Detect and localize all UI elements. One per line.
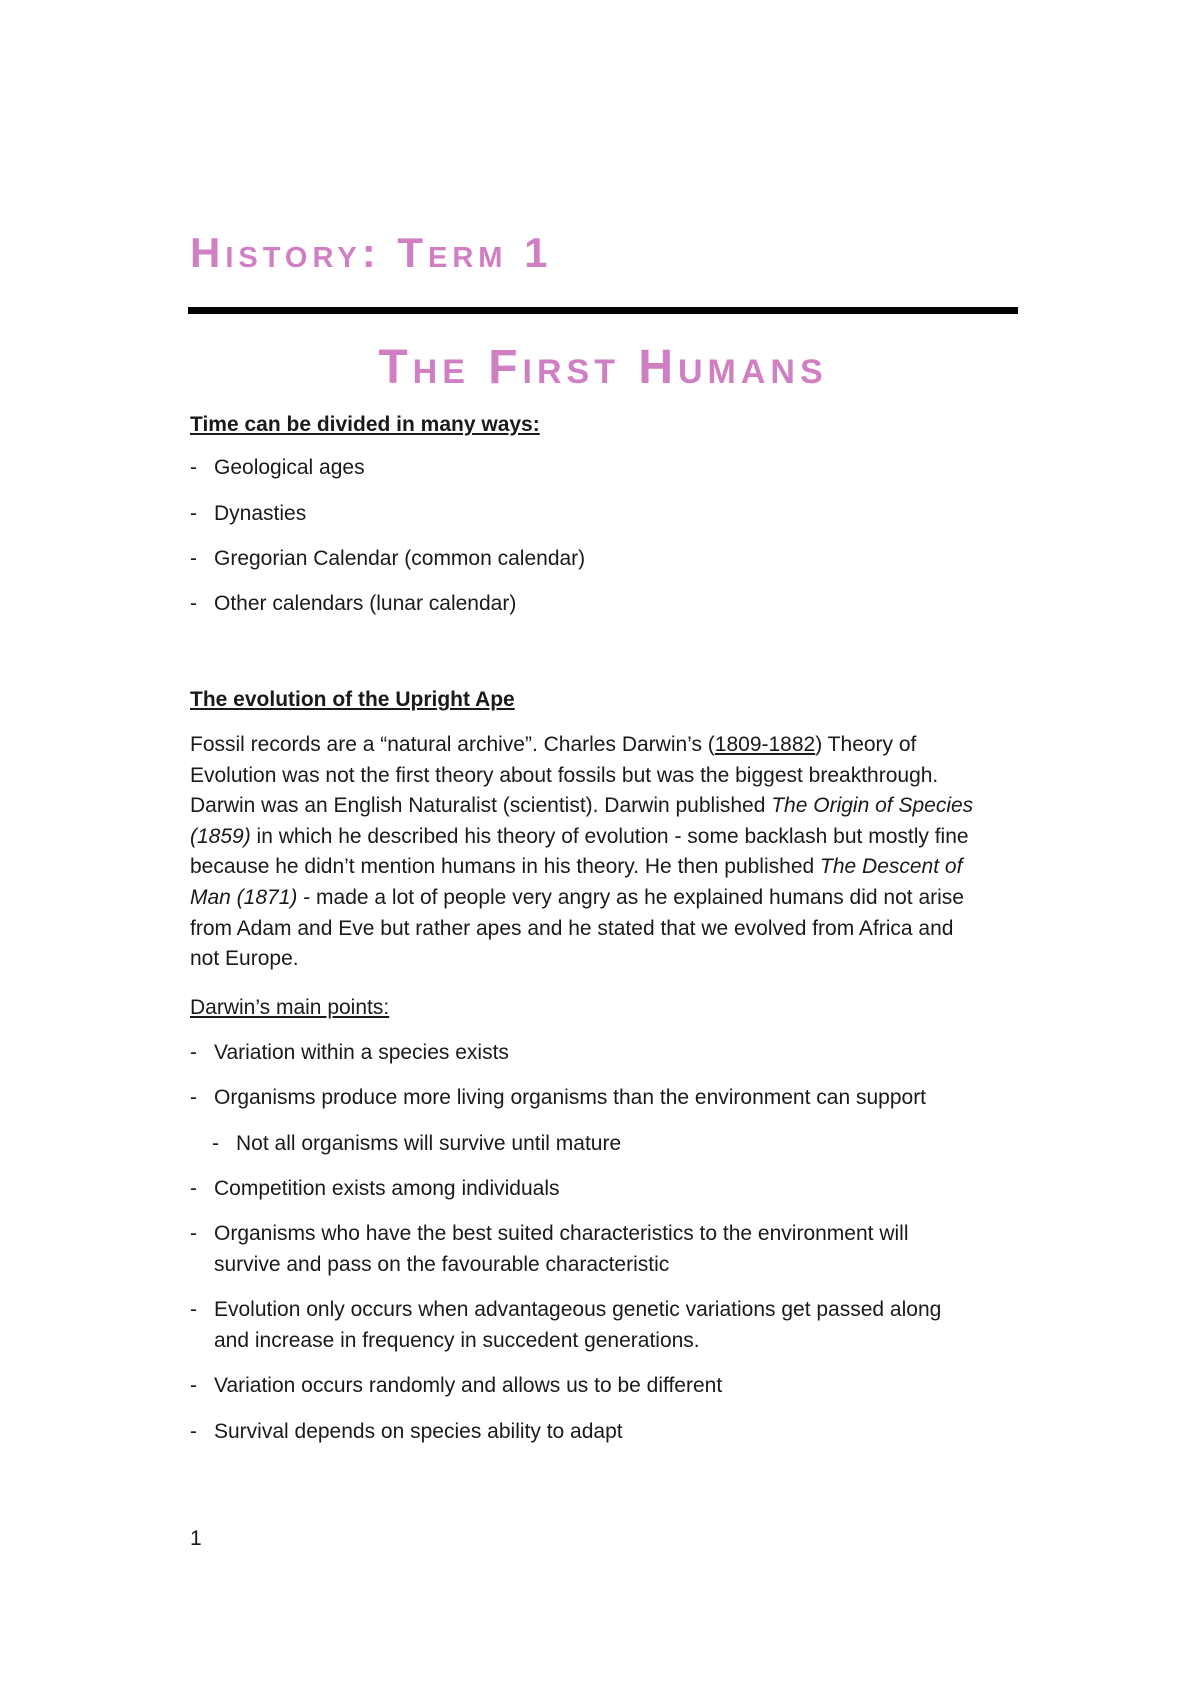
book-title-descent: The Descent of <box>820 855 963 879</box>
bullet-dash-icon: - <box>190 1374 197 1397</box>
bullet-dash-icon: - <box>190 592 197 615</box>
bullet-dash-icon: - <box>190 1222 197 1245</box>
bullet-dash-icon: - <box>190 502 197 525</box>
list-item-text: Survival depends on species ability to adapt <box>214 1420 623 1443</box>
points-heading: Darwin’s main points: <box>190 996 390 1019</box>
book-title-descent-cont: Man (1871) <box>190 885 298 909</box>
book-year-origin: (1859) <box>190 824 251 848</box>
section-title: The First Humans <box>378 341 828 394</box>
list-item-text: Organisms produce more living organisms than the environment can support <box>214 1086 927 1109</box>
paragraph-text: not Europe. <box>190 947 299 971</box>
book-title-origin: The Origin of Species <box>771 794 974 818</box>
bullet-dash-icon: - <box>190 547 197 570</box>
list-item-text: Other calendars (lunar calendar) <box>214 592 517 615</box>
list-item-line: survive and pass on the favourable characteristic <box>214 1253 670 1276</box>
paragraph-text: Evolution was not the first theory about fossils but was the biggest breakthrough. <box>190 763 939 787</box>
paragraph-text: because he didn’t mention humans in his theory. He then published <box>190 855 821 879</box>
list-item-text: Competition exists among individuals <box>214 1177 560 1200</box>
list-item-text: Dynasties <box>214 502 307 525</box>
darwin-years: 1809-1882 <box>714 733 816 756</box>
bullet-dash-icon: - <box>212 1132 219 1155</box>
page-number: 1 <box>190 1527 202 1550</box>
list-item-text: Gregorian Calendar (common calendar) <box>214 547 586 570</box>
list-item-text: Variation occurs randomly and allows us to be different <box>214 1374 723 1397</box>
paragraph-text: Darwin was an English Naturalist (scientist). Darwin published <box>190 794 772 818</box>
list-item-line: Organisms who have the best suited characteristics to the environment will <box>214 1222 909 1245</box>
bullet-dash-icon: - <box>190 1086 197 1109</box>
time-heading: Time can be divided in many ways: <box>190 413 540 436</box>
evolution-heading: The evolution of the Upright Ape <box>190 688 515 711</box>
paragraph-text: ) Theory of <box>815 733 917 756</box>
bullet-dash-icon: - <box>190 1177 197 1200</box>
list-item-line: Evolution only occurs when advantageous genetic variations get passed along <box>214 1298 942 1321</box>
list-item-text: Not all organisms will survive until mature <box>236 1132 622 1155</box>
list-item-text: Variation within a species exists <box>214 1041 509 1064</box>
list-item-text: Geological ages <box>214 456 365 479</box>
paragraph-text: in which he described his theory of evolution - some backlash but mostly fine <box>250 824 969 848</box>
paragraph-text: from Adam and Eve but rather apes and he stated that we evolved from Africa and <box>190 916 954 940</box>
list-item-text <box>214 1294 941 1356</box>
evolution-paragraph <box>190 730 1020 975</box>
list-item-text <box>214 1218 909 1280</box>
paragraph-text: - made a lot of people very angry as he explained humans did not arise <box>297 885 964 909</box>
bullet-dash-icon: - <box>190 1298 197 1321</box>
bullet-dash-icon: - <box>190 456 197 479</box>
paragraph-text: Fossil records are a “natural archive”. Charles Darwin’s ( <box>190 733 715 756</box>
document-title: History: Term 1 <box>190 229 553 276</box>
title-divider <box>188 307 1018 314</box>
bullet-dash-icon: - <box>190 1041 197 1064</box>
bullet-dash-icon: - <box>190 1420 197 1443</box>
list-item-line: and increase in frequency in succedent generations. <box>214 1329 700 1352</box>
